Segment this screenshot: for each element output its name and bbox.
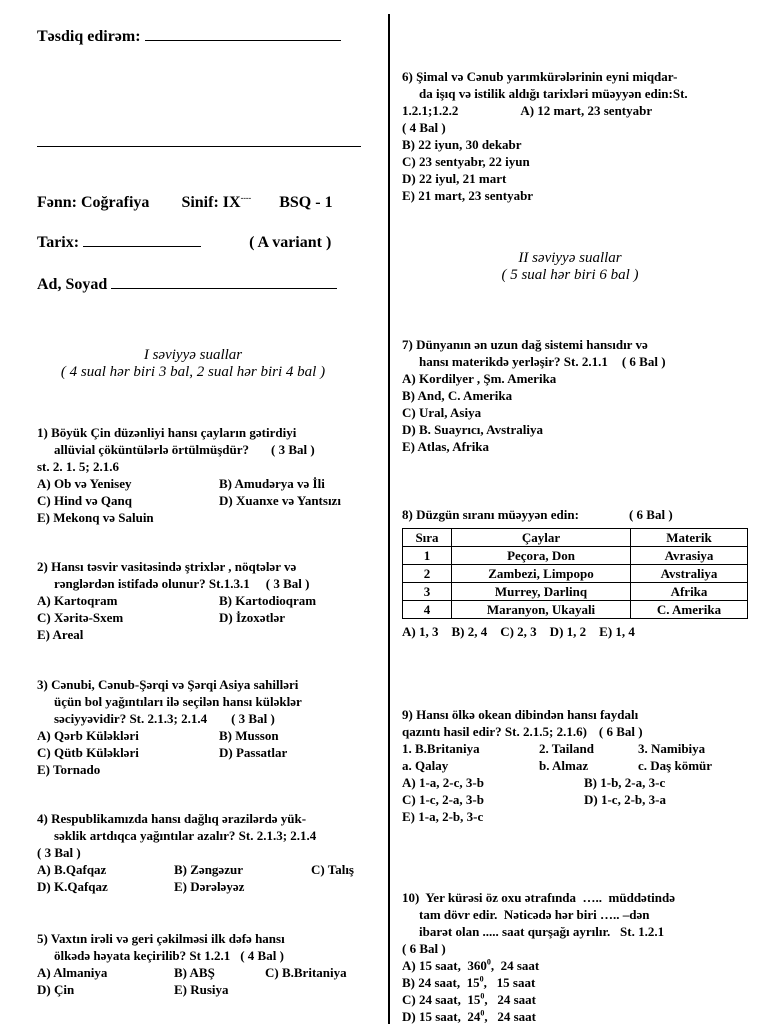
q6-line1: 6) Şimal və Cənub yarımkürələrinin eyni miqdar- (402, 69, 678, 84)
q3-option-e: E) Tornado (37, 762, 101, 777)
q6-option-c: C) 23 sentyabr, 22 iyun (402, 154, 530, 169)
q9-option-b: B) 1-b, 2-a, 3-c (584, 775, 666, 790)
q4-option-a: A) B.Qafqaz (37, 862, 107, 877)
q3-option-b: B) Musson (219, 728, 279, 743)
q3-option-a: A) Qərb Küləkləri (37, 728, 139, 743)
q4-option-c: C) Talış (311, 862, 354, 877)
q9-line1: 9) Hansı ölkə okean dibindən hansı faydalı (402, 707, 639, 722)
q8-cell: 3 (403, 583, 452, 601)
q1-line2: allüvial çöküntülərlə örtülmüşdür? ( 3 Bal ) (54, 442, 315, 457)
level1-header (0, 347, 386, 381)
q10-line3: ibarət olan ..... saat qurşağı ayrılır. St. 1.2.1 (419, 924, 665, 939)
q9-line2: qazıntı hasil edir? St. 2.1.5; 2.1.6) ( 6 Bal ) (402, 724, 643, 739)
q4-row-abc (37, 861, 377, 878)
signature-line (37, 146, 361, 147)
q6-option-a: A) 12 mart, 23 sentyabr (520, 103, 653, 118)
q7-option-a: A) Kordilyer , Şm. Amerika (402, 371, 557, 386)
table-row (403, 547, 748, 565)
q8-cell: 4 (403, 601, 452, 619)
q4-line2: səklik artdıqca yağıntılar azalır? St. 2.1.3; 2.1.4 (54, 828, 317, 843)
q2-option-d: D) İzoxətlər (219, 610, 286, 625)
date-label: Tarix: (37, 234, 80, 251)
level2-subtitle: ( 5 sual hər biri 6 bal ) (501, 267, 639, 283)
q1-option-b: B) Amudərya və İli (219, 476, 325, 491)
q2-row-ab (37, 592, 372, 609)
q4-line1: 4) Respublikamızda hansı dağlıq ərazilərdə yük- (37, 811, 307, 826)
question-5 (37, 930, 377, 998)
column-divider (388, 14, 390, 1024)
q1-line3: st. 2. 1. 5; 2.1.6 (37, 459, 119, 474)
question-3 (37, 676, 372, 778)
subject-row (37, 194, 333, 212)
q9-row-cd (402, 791, 752, 808)
table-row (403, 565, 748, 583)
q9-option-c: C) 1-c, 2-a, 3-b (402, 792, 484, 807)
q6-option-d: D) 22 iyul, 21 mart (402, 171, 507, 186)
q8-cell: Avstraliya (631, 565, 748, 583)
q9-minerals: a. Qalay b. Almaz c. Daş kömür (402, 758, 713, 773)
q2-row-cd (37, 609, 372, 626)
q8-answers: A) 1, 3 B) 2, 4 C) 2, 3 D) 1, 2 E) 1, 4 (402, 624, 635, 639)
q8-cell: 2 (403, 565, 452, 583)
question-4 (37, 810, 377, 895)
q1-line1: 1) Böyük Çin düzənliyi hansı çayların gətirdiyi (37, 425, 297, 440)
q2-option-c: C) Xəritə-Sxem (37, 610, 124, 625)
q7-option-d: D) B. Suayrıcı, Avstraliya (402, 422, 543, 437)
q8-th-rivers: Çaylar (452, 529, 631, 547)
q4-points: ( 3 Bal ) (37, 845, 81, 860)
q2-line1: 2) Hansı təsvir vasitəsində ştrixlər , nöqtələr və (37, 559, 297, 574)
q5-option-e: E) Rusiya (174, 982, 229, 997)
question-6 (402, 68, 752, 204)
q5-option-d: D) Çin (37, 982, 75, 997)
q3-line1: 3) Cənubi, Cənub-Şərqi və Şərqi Asiya sahilləri (37, 677, 299, 692)
grade-blank: ---- (240, 193, 252, 203)
q10-line2: tam dövr edir. Nəticədə hər biri ….. –dən (419, 907, 650, 922)
approval-blank (145, 40, 341, 41)
q8-points: ( 6 Bal ) (628, 507, 673, 522)
table-row (403, 601, 748, 619)
variant-label: ( A variant ) (249, 234, 332, 251)
q6-option-b: B) 22 iyun, 30 dekabr (402, 137, 522, 152)
q9-points: ( 6 Bal ) (598, 724, 643, 739)
q8-cell: Murrey, Darlinq (452, 583, 631, 601)
q5-row-abc (37, 964, 377, 981)
approval-label: Təsdiq edirəm: (37, 28, 141, 45)
q1-row-cd (37, 492, 372, 509)
question-1 (37, 424, 372, 526)
q5-points: ( 4 Bal ) (240, 948, 284, 963)
q7-option-e: E) Atlas, Afrika (402, 439, 490, 454)
level1-title: I səviyyə suallar (143, 347, 243, 363)
q5-row-de (37, 981, 377, 998)
name-row (37, 276, 337, 294)
q3-line3: səciyyəvidir? St. 2.1.3; 2.1.4 ( 3 Bal ) (54, 711, 275, 726)
q9-option-d: D) 1-c, 2-b, 3-a (584, 792, 666, 807)
q10-option-c: C) 24 saat, $15^0$, 24 saat (402, 991, 536, 1007)
q6-line2: da işıq və istilik aldığı tarixləri müəyyən edin:St. (419, 86, 688, 101)
q8-cell: Maranyon, Ukayali (452, 601, 631, 619)
q3-points: ( 3 Bal ) (231, 711, 275, 726)
q8-table-header (403, 529, 748, 547)
q10-option-d: D) 15 saat, $24^0$, 24 saat (402, 1008, 536, 1024)
q9-option-e: E) 1-a, 2-b, 3-c (402, 809, 484, 824)
q8-cell: Avrasiya (631, 547, 748, 565)
q10-line1: 10) Yer kürəsi öz oxu ətrafında ….. müddətində (402, 890, 675, 905)
level1-subtitle: ( 4 sual hər biri 3 bal, 2 sual hər biri 4 bal ) (60, 364, 326, 380)
q1-option-e: E) Mekonq və Saluin (37, 510, 154, 525)
q9-option-a: A) 1-a, 2-c, 3-b (402, 775, 484, 790)
q5-line1: 5) Vaxtın irəli və geri çəkilməsi ilk dəfə hansı (37, 931, 285, 946)
question-2 (37, 558, 372, 643)
q2-option-b: B) Kartodioqram (219, 593, 317, 608)
name-blank (111, 288, 337, 289)
q3-option-c: C) Qütb Küləkləri (37, 745, 139, 760)
approval-line (37, 28, 341, 46)
q6-option-e: E) 21 mart, 23 sentyabr (402, 188, 534, 203)
q3-line2: üçün bol yağıntıları ilə seçilən hansı küləklər (54, 694, 302, 709)
q4-option-b: B) Zəngəzur (174, 862, 243, 877)
q2-option-e: E) Areal (37, 627, 84, 642)
level2-header (392, 250, 748, 284)
q3-row-cd (37, 744, 372, 761)
q7-points: ( 6 Bal ) (621, 354, 666, 369)
q5-option-c: C) B.Britaniya (265, 965, 347, 980)
q8-th-continent: Materik (631, 529, 748, 547)
q10-option-b: B) 24 saat, $15^0$, 15 saat (402, 974, 536, 990)
question-7 (402, 336, 752, 455)
q8-cell: 1 (403, 547, 452, 565)
q2-line2: rənglərdən istifadə olunur? St.1.3.1 ( 3 Bal ) (54, 576, 310, 591)
q8-line1: 8) Düzgün sıranı müəyyən edin: ( 6 Bal ) (402, 507, 673, 522)
subject-label: Fənn: Coğrafiya (37, 194, 150, 211)
q2-points: ( 3 Bal ) (265, 576, 310, 591)
q3-row-ab (37, 727, 372, 744)
q1-option-a: A) Ob və Yenisey (37, 476, 132, 491)
date-blank (83, 246, 201, 247)
q8-th-order: Sıra (403, 529, 452, 547)
q1-row-ab (37, 475, 372, 492)
q2-option-a: A) Kartoqram (37, 593, 118, 608)
q8-cell: Peçora, Don (452, 547, 631, 565)
q10-points: ( 6 Bal ) (402, 941, 446, 956)
q7-line1: 7) Dünyanın ən uzun dağ sistemi hansıdır və (402, 337, 648, 352)
name-label: Ad, Soyad (37, 276, 108, 293)
q1-points: ( 3 Bal ) (271, 442, 315, 457)
q4-option-e: E) Dərələyəz (174, 879, 245, 894)
q9-row-ab (402, 774, 752, 791)
bsq-label: BSQ - 1 (279, 194, 333, 211)
level2-title: II səviyyə suallar (518, 250, 622, 266)
q4-option-d: D) K.Qafqaz (37, 879, 108, 894)
q6-points: ( 4 Bal ) (402, 120, 446, 135)
q5-line2: ölkədə həyata keçirilib? St 1.2.1 ( 4 Bal ) (54, 948, 284, 963)
q8-table (402, 528, 748, 619)
question-8 (402, 506, 752, 640)
q5-option-b: B) ABŞ (174, 965, 215, 980)
q1-option-c: C) Hind və Qanq (37, 493, 132, 508)
q10-option-a: A) 15 saat, $360^0$, 24 saat (402, 957, 540, 973)
q5-option-a: A) Almaniya (37, 965, 108, 980)
question-10 (402, 889, 752, 1025)
q3-option-d: D) Passatlar (219, 745, 288, 760)
q7-option-c: C) Ural, Asiya (402, 405, 482, 420)
grade-label: Sinif: IX (181, 194, 241, 211)
q4-row-de (37, 878, 377, 895)
date-row (37, 234, 331, 252)
q8-cell: Afrika (631, 583, 748, 601)
q1-option-d: D) Xuanxe və Yantsızı (219, 493, 341, 508)
q6-line3: 1.2.1;1.2.2 A) 12 mart, 23 sentyabr (402, 103, 653, 118)
q8-cell: Zambezi, Limpopo (452, 565, 631, 583)
q7-option-b: B) And, C. Amerika (402, 388, 513, 403)
q9-countries: 1. B.Britaniya 2. Tailand 3. Namibiya (402, 741, 706, 756)
q7-line2: hansı materikdə yerləşir? St. 2.1.1 ( 6 Bal ) (419, 354, 666, 369)
table-row (403, 583, 748, 601)
question-9 (402, 706, 752, 825)
q8-cell: C. Amerika (631, 601, 748, 619)
